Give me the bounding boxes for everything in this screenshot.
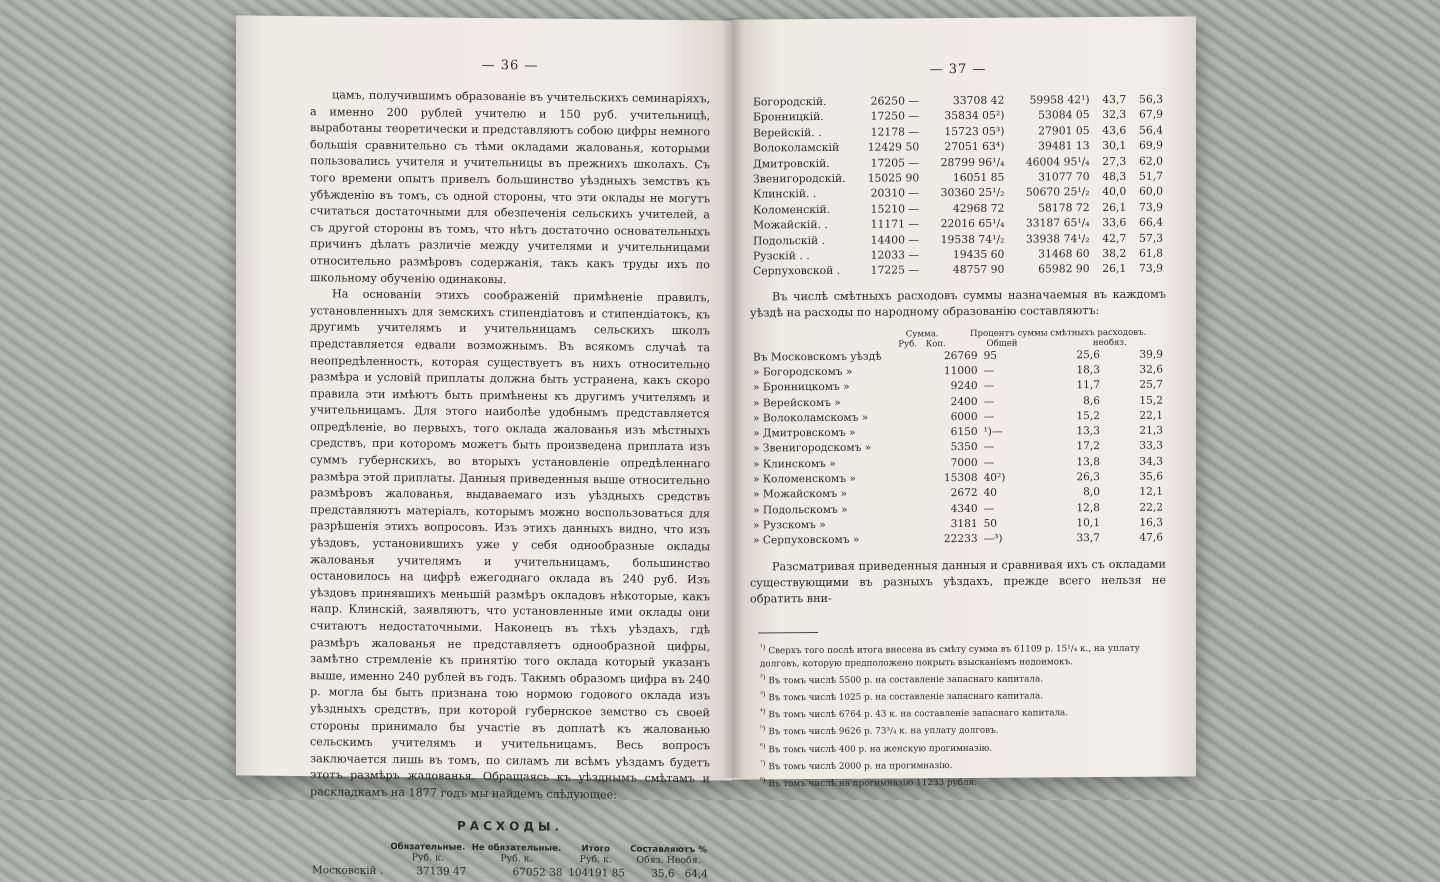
district-name: Московскій . — [312, 863, 384, 877]
district-cell — [750, 364, 896, 380]
footnote-text: Сверхъ того послѣ итога внесена въ смѣту сумма въ 61109 р. 15¹/₄ к., на уплату долговъ, которую предположено покрыть взысканіемъ недоимокъ. — [760, 643, 1140, 670]
cell-share-optional: 32,6 — [1139, 363, 1163, 376]
cell-optional: 28799 96¹/₄ — [940, 155, 1005, 169]
cell-share-mandatory: 12,8 — [1076, 501, 1100, 514]
district-name: Коломенскомъ » — [762, 472, 856, 486]
cell-share-optional: 56,3 — [1138, 92, 1163, 106]
cell-share-optional: 51,7 — [1138, 169, 1163, 183]
cell-share-mandatory: 27,3 — [1102, 154, 1127, 168]
cell-rubles: 26769 — [943, 349, 978, 362]
cell-share-mandatory: 33,6 — [1102, 216, 1127, 230]
education-table — [750, 347, 1166, 549]
cell-mandatory: 11171 — — [870, 217, 920, 231]
column-header: Составляютъ % — [630, 844, 707, 855]
right-page — [732, 16, 1196, 790]
page-number: — 37 — — [929, 61, 987, 78]
cell-share-optional: 33,3 — [1139, 440, 1163, 453]
cell-share-optional: 69,9 — [1138, 138, 1163, 152]
row-prefix: » — [753, 534, 760, 547]
district-name: Волоколамскій — [753, 141, 840, 155]
district-name: Богородскій. — [753, 94, 827, 109]
district-name: Звенигородскій. — [753, 171, 846, 186]
footnote — [760, 638, 1166, 671]
footnote-mark: ⁶) — [760, 741, 766, 751]
cell-optional: 19435 60 — [952, 247, 1005, 262]
cell-share-mandatory: 38,2 — [1102, 246, 1127, 261]
cell-share-mandatory: 30,1 — [1102, 139, 1127, 153]
cell-share-mandatory: 43,7 — [1102, 92, 1127, 107]
row-prefix: » — [753, 504, 760, 517]
page-number: — 36 — — [481, 57, 539, 74]
district-name: Серпуховскомъ » — [762, 533, 860, 547]
cell-share-optional: 22,2 — [1139, 501, 1163, 514]
footnote-text: Въ томъ числѣ 2000 р. на прогимназію. — [768, 760, 953, 773]
cell-rubles: 11000 — [943, 364, 978, 378]
cell-total: 27901 05 — [1038, 123, 1090, 138]
cell-optional: 22016 65¹/₄ — [940, 216, 1005, 231]
cell-mandatory: 37139 47 — [416, 864, 467, 878]
cell-share-mandatory: 18,3 — [1076, 364, 1100, 377]
cell-optional: 16051 85 — [952, 170, 1005, 185]
cell-total: 53084 05 — [1038, 108, 1090, 122]
cell-kopecks: — — [983, 456, 995, 469]
cell-share-mandatory: 25,6 — [1076, 348, 1100, 361]
table-row — [750, 261, 1166, 279]
cell-share-mandatory: 8,6 — [1083, 394, 1100, 407]
unit-label: Общей — [986, 338, 1018, 349]
cell-share-mandatory: 26,3 — [1076, 471, 1100, 484]
district-name: Бронницкій. — [753, 110, 824, 124]
district-name: Серпуховской . — [753, 264, 841, 278]
district-cell — [750, 395, 896, 411]
cell-share-optional: 15,2 — [1139, 394, 1163, 407]
cell-share-optional: 66,4 — [1138, 215, 1163, 230]
district-name: Клинскій. . — [753, 187, 817, 201]
cell-rubles: 5350 — [950, 441, 978, 454]
cell-total: 39481 13 — [1038, 139, 1090, 153]
paragraph: Разсматривая приведенныя данныя и сравнивая ихъ съ окладами существующими въ разныхъ уѣздахъ, прежде всего нельзя не обратить вни- — [750, 557, 1166, 606]
cell-mandatory: 17205 — — [870, 155, 920, 170]
cell-share-mandatory: 48,3 — [1102, 169, 1127, 184]
cell-total: 65982 90 — [1038, 262, 1090, 276]
cell-total: 58178 72 — [1038, 200, 1090, 215]
district-name: Можайскій. . — [753, 218, 828, 232]
cell-share-optional: 35,6 — [1139, 470, 1163, 483]
cell-share-optional: 73,9 — [1138, 200, 1163, 214]
cell-rubles: 22233 — [943, 533, 978, 546]
row-prefix: » — [753, 412, 760, 425]
paragraph: цамъ, получившимъ образованіе въ учительскихъ семинаріяхъ, а именно 200 рублей учителю и 150 руб. учительницѣ, выработаны теоретически и представляютъ собою цифры немного большія сравнительно съ тѣми окладами жалованья, которыми пользовались учителя и учительницы въ прежнихъ школахъ. Съ того времени опытъ привелъ большинство уѣздныхъ земствъ къ убѣжденію въ томъ, съ одной стороны, что эти оклады не могутъ считаться достаточными для обезпеченія сельскихъ учителей, а съ другой стороны въ томъ, что нѣтъ достаточно основательныхъ причинъ дѣлать различіе между учителями и учительницами относительно размѣровъ содержанія, такъ какъ труды ихъ по школьному обученію одинаковы. — [310, 88, 710, 286]
cell-mandatory: 14400 — — [870, 232, 920, 247]
district-name: Верейскомъ » — [762, 396, 841, 409]
cell-mandatory: 15025 90 — [867, 171, 920, 185]
row-prefix: » — [753, 427, 760, 440]
row-prefix: » — [753, 473, 760, 486]
cell-optional: 27051 63⁴) — [944, 139, 1005, 154]
cell-rubles: 2400 — [950, 395, 978, 408]
district-cell — [750, 502, 896, 518]
cell-total: 33187 65¹/₄ — [1025, 216, 1090, 230]
cell-optional: 42968 72 — [952, 201, 1005, 215]
cell-share-optional: 67,9 — [1138, 108, 1163, 122]
district-name: Верейскій. . — [753, 125, 822, 140]
section-heading: РАСХОДЫ. — [456, 818, 564, 834]
cell-total: 50670 25¹/₂ — [1025, 185, 1090, 200]
cell-kopecks: —³) — [983, 532, 1003, 546]
footnote-text: Въ томъ числѣ 5500 р. на составленіе запаснаго капитала. — [768, 674, 1043, 687]
column-header: Сумма. — [905, 328, 939, 340]
cell-share-mandatory: 42,7 — [1102, 231, 1127, 245]
cell-kopecks: — — [983, 395, 995, 408]
unit-label: Коп. — [925, 338, 946, 349]
district-cell — [750, 349, 896, 365]
cell-kopecks: 50 — [983, 517, 998, 530]
cell-rubles: 2672 — [950, 487, 978, 500]
district-cell — [750, 517, 896, 533]
row-prefix: » — [753, 442, 760, 455]
cell-share-mandatory: 26,1 — [1102, 200, 1127, 214]
cell-share-mandatory: 15,2 — [1076, 409, 1100, 423]
footnote-text: Въ томъ числѣ 400 р. на женскую прогимназію. — [768, 743, 993, 755]
cell-share-mandatory: 10,1 — [1076, 517, 1100, 530]
share-mandatory: 35,6 — [651, 867, 675, 880]
row-prefix: » — [753, 366, 760, 379]
cell-optional: 48757 90 — [952, 263, 1005, 277]
share-optional: 64,4 — [684, 867, 708, 880]
district-cell — [750, 441, 896, 457]
unit-label: Руб. к. — [411, 851, 444, 864]
open-book — [236, 18, 1196, 880]
cell-rubles: 6150 — [950, 426, 978, 439]
footnote-text: Въ томъ числѣ 6764 р. 43 к. на составленіе запаснаго капитала. — [768, 708, 1069, 721]
cell-mandatory: 26250 — — [870, 94, 920, 108]
districts-table — [750, 92, 1166, 280]
cell-share-mandatory: 11,7 — [1076, 379, 1100, 392]
cell-share-optional: 57,3 — [1138, 231, 1163, 245]
district-cell — [750, 410, 896, 426]
cell-kopecks: — — [983, 441, 995, 454]
footnote-mark: ⁴) — [760, 707, 766, 716]
cell-rubles: 4340 — [950, 502, 978, 515]
cell-share-optional: 56,4 — [1138, 123, 1163, 137]
district-name: Дмитровскомъ » — [762, 426, 856, 440]
district-name: Богородскомъ » — [762, 365, 853, 379]
footnote-mark: ¹) — [760, 643, 766, 652]
district-name: Можайскомъ » — [762, 488, 847, 501]
cell-optional: 33708 42 — [952, 93, 1005, 108]
cell-kopecks: — — [983, 410, 995, 423]
cell-optional: 30360 25¹/₂ — [940, 186, 1005, 200]
footnote-mark: ²) — [760, 673, 766, 682]
cell-share-optional: 60,0 — [1138, 185, 1163, 199]
cell-share-optional: 34,3 — [1139, 455, 1163, 468]
cell-share-mandatory: 40,0 — [1102, 185, 1127, 199]
expenses-table — [310, 841, 710, 882]
paragraph: Въ числѣ смѣтныхъ расходовъ суммы назначаемыя въ каждомъ уѣздѣ на расходы по народному образованію составляютъ: — [750, 287, 1166, 320]
cell-mandatory: 12429 50 — [867, 140, 920, 154]
district-name: Московскомъ уѣздѣ — [770, 350, 882, 364]
cell-total: 31468 60 — [1038, 247, 1090, 261]
cell-share-mandatory: 8,0 — [1083, 486, 1100, 499]
district-cell — [750, 487, 896, 503]
footnote-divider — [758, 632, 818, 633]
cell-share-optional: 39,9 — [1139, 348, 1163, 361]
unit-label: необяз. — [1092, 337, 1127, 348]
row-prefix: » — [753, 458, 760, 471]
cell-share-mandatory: 13,3 — [1076, 425, 1100, 438]
cell-share-optional: 25,7 — [1139, 378, 1163, 392]
district-name: Звенигородскомъ » — [762, 442, 872, 455]
row-prefix: » — [753, 519, 760, 532]
cell-share-mandatory: 43,6 — [1102, 123, 1127, 137]
row-prefix: » — [753, 488, 760, 501]
footnote — [760, 771, 1166, 791]
cell-share-optional: 47,6 — [1139, 531, 1163, 545]
district-name: Подольскій . — [753, 233, 826, 248]
cell-total: 33938 74¹/₂ — [1025, 231, 1090, 246]
table-row — [750, 531, 1166, 549]
row-prefix: Въ — [753, 351, 768, 364]
footnote-mark: ⁸) — [760, 776, 766, 785]
cell-kopecks: — — [983, 380, 995, 393]
footnote-mark: ³) — [760, 690, 766, 699]
cell-mandatory: 15210 — — [870, 202, 920, 216]
footnote-text: Въ томъ числѣ на прогимназію 11233 рубля. — [768, 777, 977, 790]
cell-share-mandatory: 33,7 — [1076, 532, 1100, 545]
body-text — [310, 87, 710, 805]
cell-share-optional: 16,3 — [1139, 516, 1163, 529]
cell-kopecks: — — [983, 364, 995, 377]
cell-share-mandatory: 17,2 — [1076, 440, 1100, 453]
cell-share — [627, 865, 710, 882]
district-cell — [750, 456, 896, 472]
district-name: Рузскомъ » — [762, 518, 826, 532]
cell-rubles: 7000 — [950, 456, 978, 469]
district-name: Подольскомъ » — [762, 503, 848, 517]
cell-rubles: 3181 — [950, 517, 978, 531]
cell-kopecks: 95 — [983, 349, 998, 362]
left-page — [236, 15, 732, 880]
district-name: Бронницкомъ » — [762, 381, 850, 394]
cell-share-optional: 62,0 — [1138, 154, 1163, 168]
cell-optional: 67052 38 — [512, 865, 563, 879]
district-cell — [750, 472, 896, 488]
district-cell — [750, 533, 896, 549]
paragraph: На основаніи этихъ соображеній примѣненіе правилъ, установленныхъ для земскихъ стипендіатовъ и стипендіатокъ, къ другимъ учителямъ и учительницамъ сельскихъ школъ представляется едвали возможнымъ. Въ всякомъ случаѣ та неопредѣленность, которая существуетъ въ нихъ относительно размѣра и условій приплаты должна быть устранена, какъ скоро правила эти имѣютъ быть примѣнены къ другимъ учителямъ и учительницамъ. Для этого наиболѣе удобнымъ представляется опредѣленіе, во первыхъ, того оклада жалованья изъ мѣстныхъ средствъ, при которомъ можетъ быть произведена приплата изъ суммъ губернскихъ, во вторыхъ установленіе опредѣленнаго размѣра этой приплаты. Данныя приведенныя выше относительно размѣровъ жалованья, выдаваемаго изъ уѣздныхъ средствъ представляютъ матеріалъ, которымъ можно воспользоваться для разрѣшенія этихъ вопросовъ. Изъ этихъ данныхъ видно, что изъ уѣздовъ, установившихъ уже у себя однообразные оклады жалованья учителямъ и учительницамъ, большинство остановилось на цифрѣ ежегоднаго оклада въ 240 руб. Изъ уѣздовъ принявшихъ меньшій размѣръ окладовъ нѣкоторые, какъ напр. Клинскій, заявляютъ, что установленные ими оклады они считаютъ недостаточными. Наконецъ въ тѣхъ уѣздахъ, гдѣ размѣръ жалованья не представляетъ однообразной цифры, замѣтно стремленіе къ принятію того оклада который указанъ выше, именно 240 рублей въ годъ. Такимъ образомъ цифра въ 240 р. могла бы быть признана тою нормою годового оклада изъ уѣздныхъ средствъ, при которой губернское земство съ своей стороны принимало бы участіе въ доплатѣ къ жалованью сельскимъ учителямъ и учительницамъ. Весь вопросъ заключается лишь въ томъ, по силамъ ли всѣмъ уѣздамъ будетъ этотъ размѣръ жалованья. Обращаясь къ уѣзднымъ смѣтамъ и раскладкамъ на 1877 годъ мы найдемъ слѣдующее: — [310, 287, 710, 802]
cell-kopecks: — — [983, 502, 995, 515]
cell-share-optional: 12,1 — [1139, 485, 1163, 499]
unit-label: Обяз. Необя. — [636, 854, 701, 866]
cell-optional: 15723 05³) — [944, 124, 1005, 138]
district-name: Коломенскій. — [753, 202, 831, 217]
cell-total: 46004 95¹/₄ — [1025, 154, 1090, 169]
cell-kopecks: ¹)— — [983, 425, 1003, 439]
cell-total: 104191 85 — [568, 866, 625, 880]
district-name: Клинскомъ » — [762, 457, 836, 471]
row-prefix: » — [753, 397, 760, 410]
cell-rubles: 9240 — [950, 380, 978, 393]
cell-kopecks: 40 — [983, 487, 998, 500]
cell-mandatory: 12033 — — [870, 248, 920, 262]
row-prefix: » — [753, 381, 760, 394]
footnotes — [750, 638, 1166, 791]
education-table-header — [750, 327, 1166, 350]
footnote-mark: ⁷) — [760, 759, 766, 768]
column-header: Процентъ суммы смѣтныхъ расходовъ. — [970, 327, 1147, 339]
unit-label: Руб. к. — [500, 852, 533, 865]
cell-optional: 19538 74¹/₂ — [940, 232, 1005, 246]
cell-share-optional: 73,9 — [1138, 262, 1163, 276]
district-cell — [750, 426, 896, 442]
cell-rubles: 6000 — [950, 410, 978, 423]
district-name: Рузскій . . — [753, 249, 810, 263]
cell-share-mandatory: 26,1 — [1102, 262, 1127, 276]
cell-total: 31077 70 — [1038, 170, 1090, 184]
footnote-text: Въ томъ числѣ 1025 р. на составленіе запаснаго капитала. — [768, 691, 1043, 704]
cell-mandatory: 12178 — — [870, 125, 920, 139]
unit-label: Руб. — [898, 339, 917, 350]
unit-label: Руб. к. — [579, 853, 612, 865]
footnote-text: Въ томъ числѣ 9626 р. 73³/₄ к. на уплату долговъ. — [768, 726, 999, 738]
cell-rubles: 15308 — [943, 471, 978, 485]
cell-mandatory: 20310 — — [870, 186, 920, 201]
cell-total: 59958 42¹) — [1029, 93, 1090, 107]
column-header: Обязательные. — [390, 841, 466, 853]
cell-share-mandatory: 13,8 — [1076, 455, 1100, 468]
cell-kopecks: 40²) — [983, 471, 1006, 484]
footnote-mark: ⁵) — [760, 724, 766, 733]
cell-share-optional: 21,3 — [1139, 424, 1163, 437]
district-cell — [750, 380, 896, 396]
cell-mandatory: 17250 — — [870, 109, 920, 124]
column-header: Не обязательные. — [471, 842, 562, 854]
cell-share-optional: 61,8 — [1138, 246, 1163, 260]
cell-share-mandatory: 32,3 — [1102, 108, 1127, 122]
district-name: Дмитровскій. — [753, 156, 830, 171]
cell-mandatory: 17225 — — [870, 263, 920, 278]
cell-share-optional: 22,1 — [1139, 409, 1163, 422]
column-header: Итого — [581, 843, 611, 854]
cell-optional: 35834 05²) — [944, 109, 1005, 123]
district-name: Волоколамскомъ » — [762, 411, 869, 425]
